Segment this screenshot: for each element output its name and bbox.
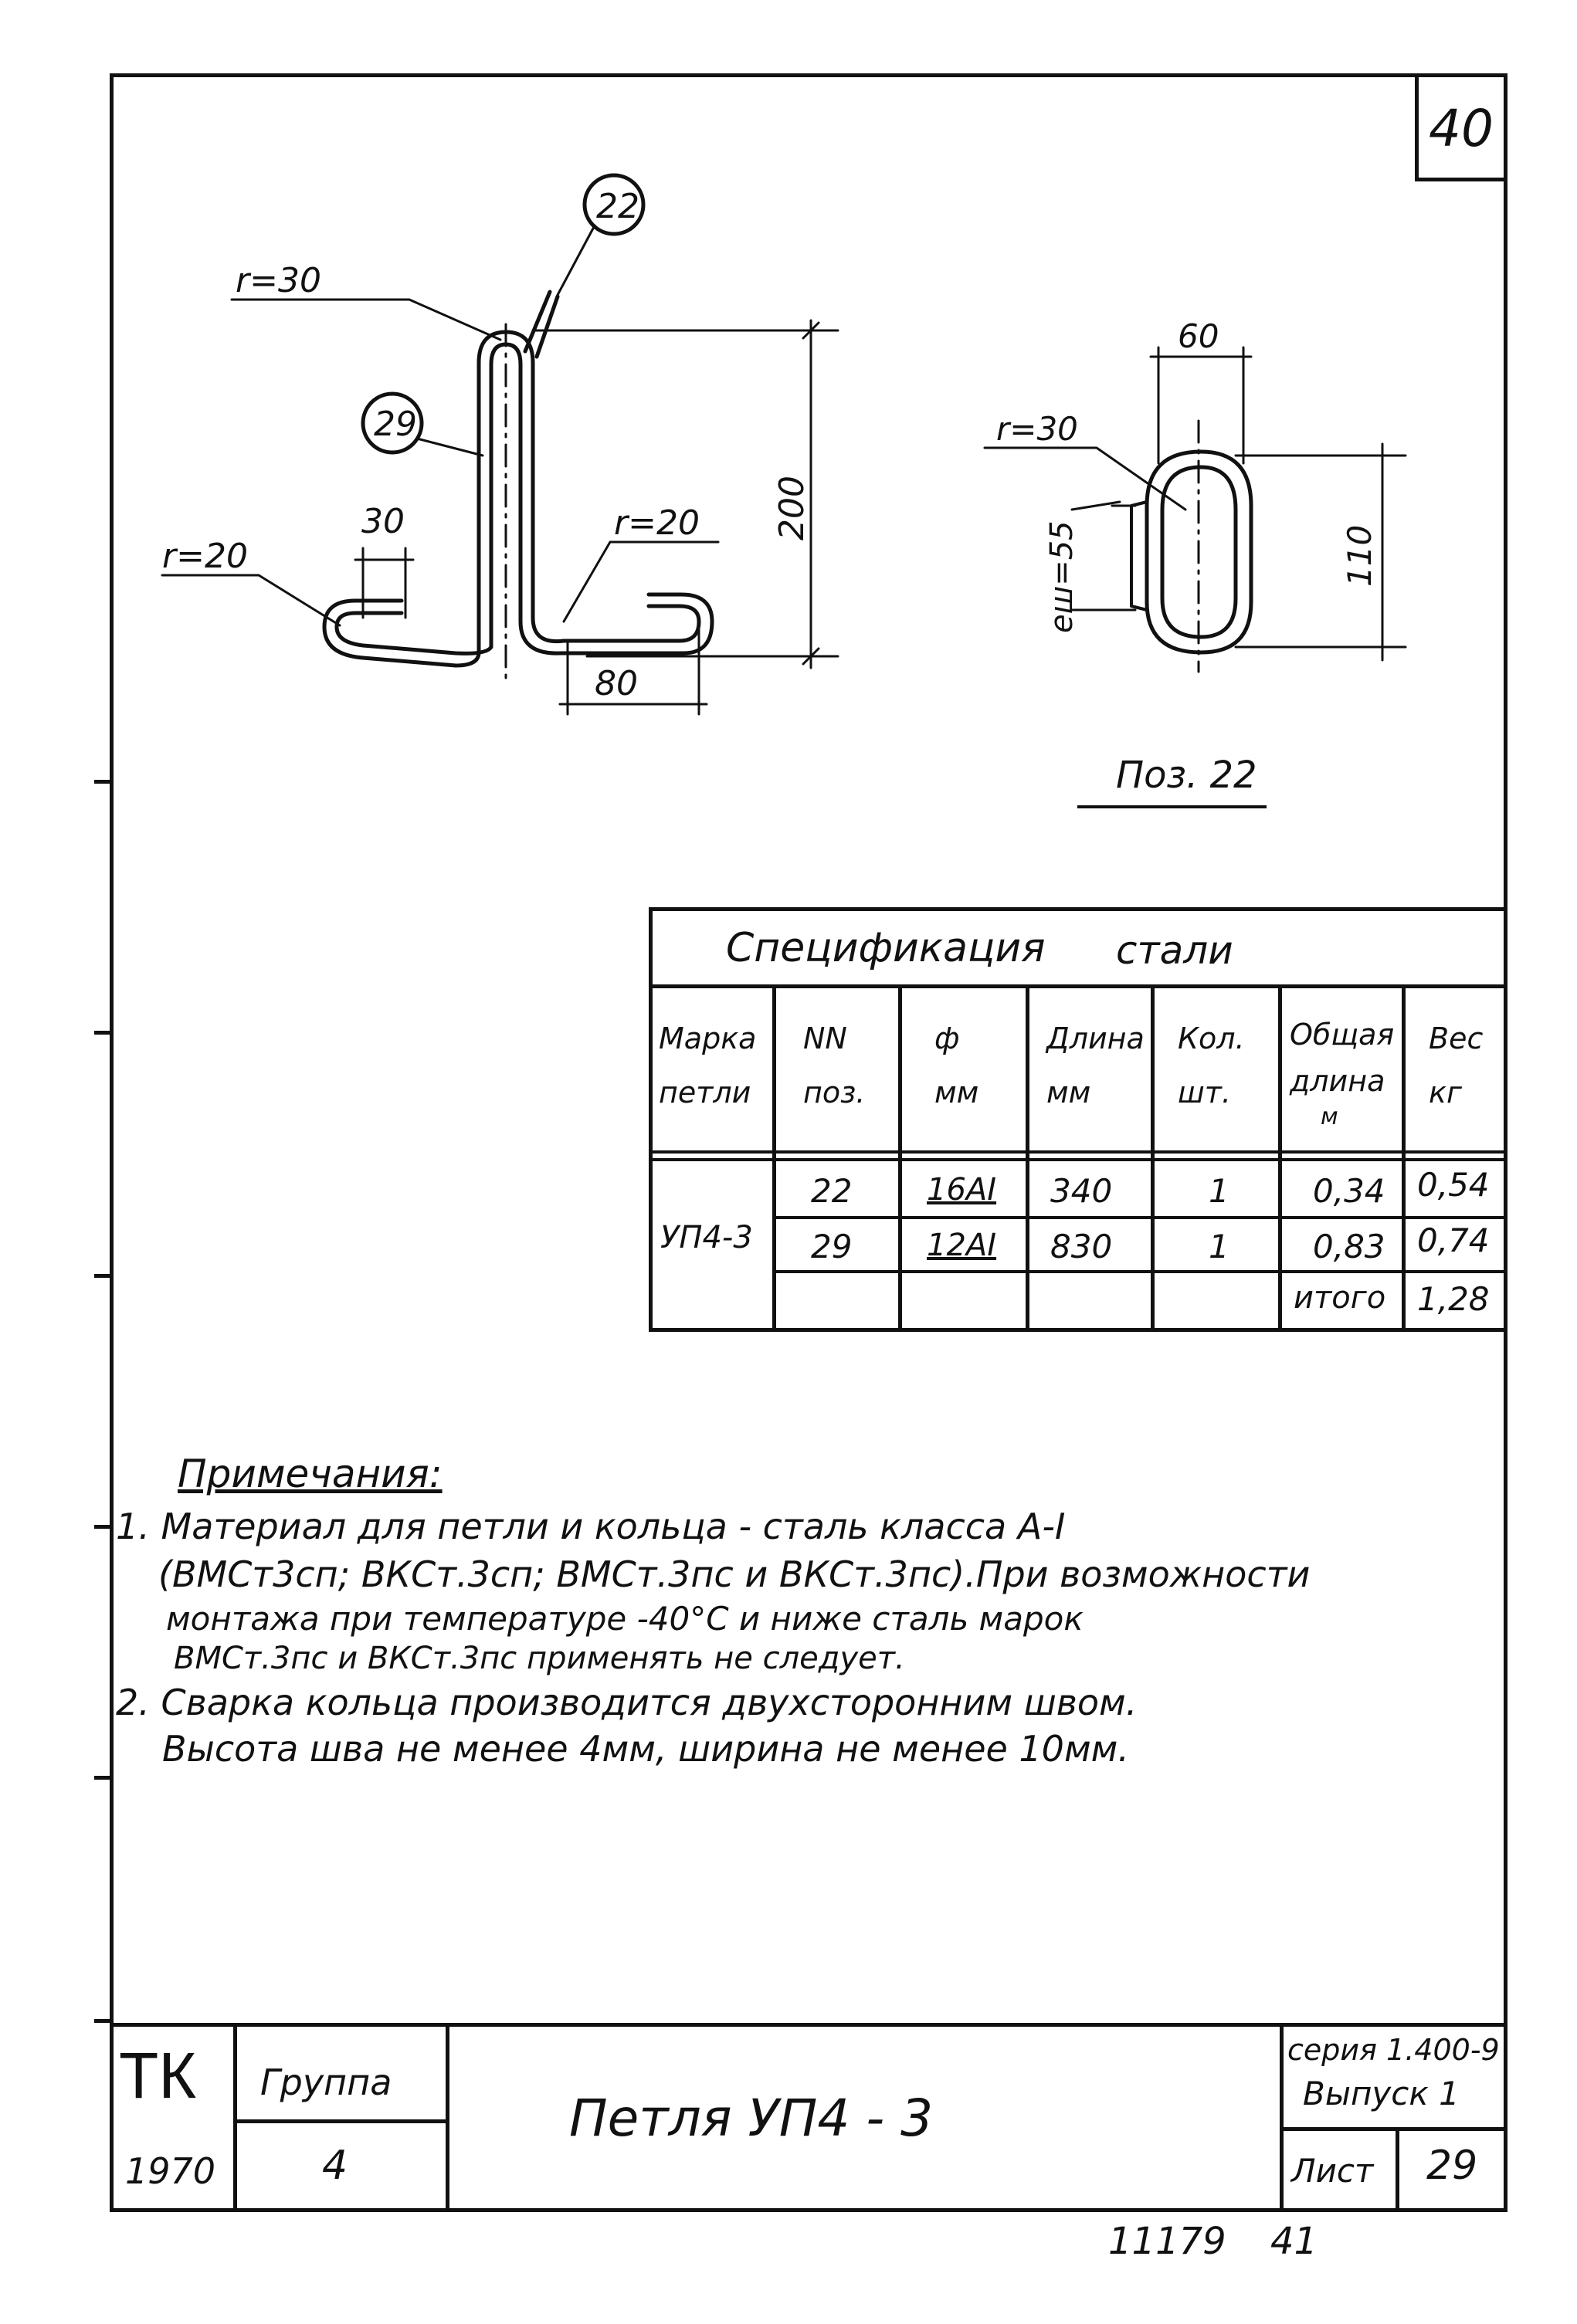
row-22-length: 340: [1050, 1172, 1113, 1210]
callout-29-label: 29: [374, 405, 417, 444]
margin-tick: [94, 1031, 111, 1035]
footer-page: 41: [1270, 2220, 1318, 2263]
ring-22-section: [525, 292, 550, 351]
row-22-total-length: 0,34: [1313, 1172, 1385, 1210]
margin-tick: [94, 1274, 111, 1278]
radius-top-label: r=30: [236, 261, 321, 300]
header-weight: Вес кг: [1429, 1021, 1484, 1109]
notes-heading: Примечания:: [178, 1452, 443, 1496]
row-29-total-length: 0,83: [1313, 1228, 1385, 1265]
radius-top-leader: [232, 300, 500, 340]
header-diameter: ф мм: [934, 1021, 979, 1109]
sheet-label: Лист: [1291, 2152, 1374, 2190]
total-weight: 1,28: [1417, 1280, 1490, 1318]
note-line: ВМСт.3пс и ВКСт.3пс применять не следует.: [174, 1641, 905, 1676]
notes-block: [112, 1506, 1348, 1768]
spec-title-word2: стали: [1116, 928, 1233, 973]
group-value: 4: [322, 2143, 348, 2189]
ring-dim-60-label: 60: [1178, 317, 1219, 355]
series-label: серия 1.400-9: [1287, 2033, 1500, 2067]
sheet-value: 29: [1426, 2143, 1478, 2189]
year-label: 1970: [125, 2150, 216, 2192]
ring-dim-60: [1151, 347, 1251, 463]
radius-left-leader: [162, 575, 340, 625]
row-29-weight: 0,74: [1417, 1221, 1490, 1259]
footer-number: 11179: [1108, 2220, 1226, 2263]
loop-drawing: [0, 0, 1577, 797]
drawing-title: Петля УП4 - 3: [569, 2089, 934, 2148]
header-total-length: Общая длина м: [1290, 1018, 1395, 1130]
header-length: Длина мм: [1046, 1021, 1145, 1109]
ring-weld-dim: [1072, 502, 1135, 610]
margin-tick: [94, 2019, 111, 2023]
callout-22-leader: [558, 225, 595, 295]
row-29-dia: 12АI: [927, 1228, 997, 1263]
loop-rod-outer: [479, 332, 699, 652]
ring-radius-leader: [985, 448, 1185, 510]
sheet-corner-number: 40: [1429, 99, 1494, 158]
row-22-weight: 0,54: [1417, 1166, 1490, 1204]
radius-right-label: r=20: [614, 503, 700, 543]
group-label: Группа: [260, 2061, 392, 2103]
margin-tick: [94, 780, 111, 784]
org-label: ТК: [119, 2039, 197, 2112]
ring-22-section: [537, 296, 558, 357]
ring-weld-label: eш=55: [1044, 520, 1080, 633]
title-block: [110, 2023, 1507, 2212]
row-22-pos: 22: [811, 1172, 853, 1210]
margin-tick: [94, 1525, 111, 1529]
note-line: монтажа при температуре -40°С и ниже сталь марок: [166, 1600, 1084, 1638]
row-29-qty: 1: [1209, 1228, 1229, 1265]
ring-radius-label: r=30: [996, 410, 1078, 448]
row-22-qty: 1: [1209, 1172, 1229, 1210]
loop-left-hook-inner: [337, 613, 491, 653]
row-29-length: 830: [1050, 1228, 1113, 1265]
ring-dim-110: [1236, 444, 1406, 660]
radius-left-label: r=20: [162, 537, 248, 576]
dim-200-label: 200: [772, 476, 812, 540]
dim-30-label: 30: [361, 502, 405, 541]
row-22-dia: 16АI: [927, 1172, 997, 1208]
ring-weld: [1131, 502, 1147, 610]
ring-dim-110-label: 110: [1341, 524, 1379, 587]
spec-table: [649, 907, 1506, 1332]
note-line: (ВМСт3сп; ВКСт.3сп; ВМСт.3пс и ВКСт.3пс).При возможности: [158, 1553, 1311, 1595]
header-qty: Кол. шт.: [1178, 1021, 1245, 1109]
margin-tick: [94, 1776, 111, 1780]
spec-title-word1: Спецификация: [726, 925, 1046, 971]
dim-30-lines: [355, 548, 413, 618]
mark-cell: УП4-3: [660, 1220, 753, 1255]
ring-caption: Поз. 22: [1116, 754, 1257, 797]
issue-label: Выпуск 1: [1303, 2075, 1460, 2112]
note-line: 1. Материал для петли и кольца - сталь класса А-I: [116, 1506, 1066, 1547]
callout-22-label: 22: [596, 187, 639, 226]
header-pos: NN поз.: [803, 1021, 866, 1109]
note-line: 2. Сварка кольца производится двухсторонним швом.: [116, 1682, 1138, 1723]
loop-left-hook-outer: [324, 601, 479, 666]
header-mark: Марка петли: [659, 1021, 757, 1109]
total-label: итого: [1294, 1280, 1386, 1316]
row-29-pos: 29: [811, 1228, 853, 1265]
note-line: Высота шва не менее 4мм, ширина не менее 10мм.: [162, 1728, 1129, 1770]
spec-title-row: [653, 911, 1506, 988]
dim-80-label: 80: [595, 664, 638, 703]
callout-29-leader: [417, 439, 483, 456]
